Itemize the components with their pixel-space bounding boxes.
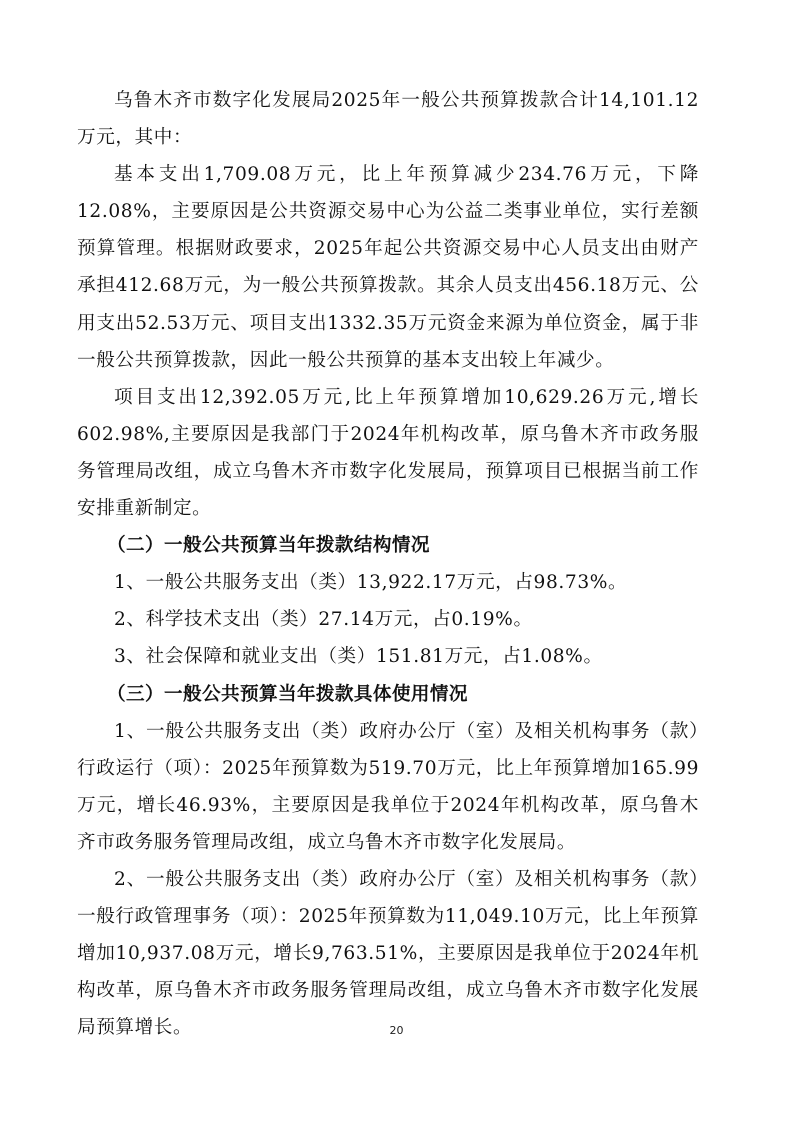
page-number: 20 xyxy=(389,1024,404,1037)
paragraph-basic-expenditure: 基本支出1,709.08万元，比上年预算减少234.76万元，下降12.08%，主要原因是公共资源交易中心为公益二类事业单位，实行差额预算管理。根据财政要求，2025年起公共资源交易中心人员支出由财产承担412.68万元，为一般公共预算拨款。其余人员支出456.18万元、公用支出52.53万元、项目支出1332.35万元资金来源为单位资金，属于非一般公共预算拨款，因此一般公共预算的基本支出较上年减少。 xyxy=(77,164,699,371)
structure-item-social-security: 3、社会保障和就业支出（类）151.81万元，占1.08%。 xyxy=(114,646,603,668)
usage-item-general-administration: 2、一般公共服务支出（类）政府办公厅（室）及相关机构事务（款）一般行政管理事务（项）：2025年预算数为11,049.10万元，比上年预算增加10,937.08万元，增长9,763.51%，主要原因是我单位于2024年机构改革，原乌鲁木齐市政务服务管理局改组，成立乌鲁木齐市数字化发展局预算增长。 xyxy=(77,868,699,1039)
structure-item-science-technology: 2、科学技术支出（类）27.14万元，占0.19%。 xyxy=(114,609,533,631)
section-heading-usage: （三）一般公共预算当年拨款具体使用情况 xyxy=(107,683,468,705)
structure-item-general-services: 1、一般公共服务支出（类）13,922.17万元，占98.73%。 xyxy=(114,572,628,594)
paragraph-total-appropriation: 乌鲁木齐市数字化发展局2025年一般公共预算拨款合计14,101.12万元，其中： xyxy=(77,90,699,149)
usage-item-administrative-operation: 1、一般公共服务支出（类）政府办公厅（室）及相关机构事务（款）行政运行（项）：2025年预算数为519.70万元，比上年预算增加165.99万元，增长46.93%，主要原因是我单位于2024年机构改革，原乌鲁木齐市政务服务管理局改组，成立乌鲁木齐市数字化发展局。 xyxy=(77,720,699,853)
section-heading-structure: （二）一般公共预算当年拨款结构情况 xyxy=(107,535,430,557)
paragraph-project-expenditure: 项目支出12,392.05万元,比上年预算增加10,629.26万元,增长602.98%,主要原因是我部门于2024年机构改革，原乌鲁木齐市政务服务管理局改组，成立乌鲁木齐市数字化发展局，预算项目已根据当前工作安排重新制定。 xyxy=(77,386,699,520)
document-body xyxy=(77,82,699,1046)
